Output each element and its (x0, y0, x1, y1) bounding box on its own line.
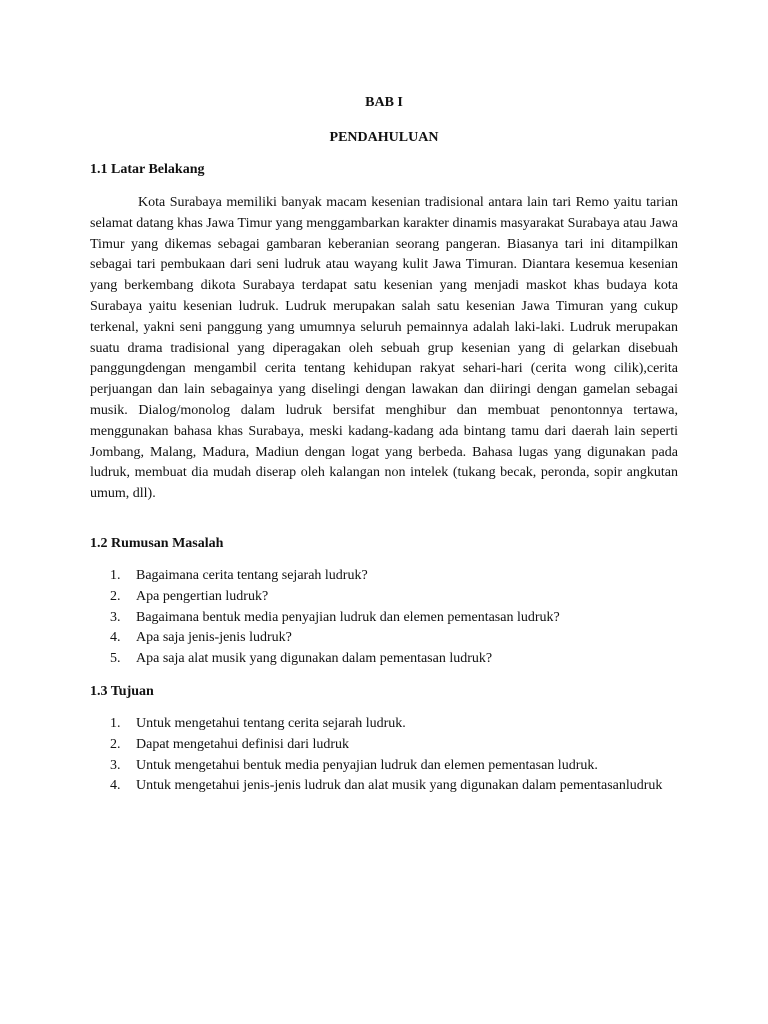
list-text: Bagaimana bentuk media penyajian ludruk dan elemen pementasan ludruk? (136, 609, 560, 625)
list-item (90, 587, 678, 608)
section-heading-latar-belakang: 1.1 Latar Belakang (90, 162, 205, 177)
list-text: Dapat mengetahui definisi dari ludruk (136, 736, 350, 752)
list-number: 3. (110, 609, 121, 625)
chapter-title: BAB I (365, 95, 403, 110)
list-text: Untuk mengetahui jenis-jenis ludruk dan alat musik yang digunakan dalam pementasanludruk (136, 778, 663, 794)
list-number: 4. (110, 778, 121, 794)
section-heading-rumusan-masalah: 1.2 Rumusan Masalah (90, 536, 224, 551)
list-number: 1. (110, 568, 121, 583)
list-number: 1. (110, 716, 121, 731)
list-number: 5. (110, 651, 121, 667)
list-item (90, 776, 678, 797)
list-text: Apa saja alat musik yang digunakan dalam pementasan ludruk? (136, 651, 493, 667)
list-number: 2. (110, 736, 121, 752)
list-number: 2. (110, 588, 121, 604)
list-item (90, 566, 678, 587)
list-number: 3. (110, 757, 121, 773)
list-text: Apa pengertian ludruk? (136, 588, 269, 604)
list-item (90, 735, 678, 756)
list-item (90, 608, 678, 629)
list-item (90, 756, 678, 777)
problem-statement-list (90, 566, 678, 670)
objectives-list (90, 714, 678, 797)
list-item (90, 649, 678, 670)
list-text: Apa saja jenis-jenis ludruk? (136, 630, 292, 646)
list-item (90, 714, 678, 735)
list-text: Untuk mengetahui tentang cerita sejarah ludruk. (136, 716, 406, 731)
list-text: Bagaimana cerita tentang sejarah ludruk? (136, 568, 368, 583)
background-paragraph: Kota Surabaya memiliki banyak macam kesenian tradisional antara lain tari Remo yaitu tarian selamat datang khas Jawa Timur yang menggambarkan karakter dinamis masyarakat Surabaya atau Jawa Timur yang dikemas sebagai gambaran keberanian seorang pangeran. Biasanya tari ini ditampilkan sebagai tari pembukaan dari seni ludruk atau wayang kulit Jawa Timuran. Diantara kesemua kesenian yang berkembang dikota Surabaya terdapat satu kesenian yang menjadi maskot khas budaya kota Surabaya yaitu kesenian ludruk. Ludruk merupakan salah satu kesenian Jawa Timuran yang cukup terkenal, yakni seni panggung yang umumnya seluruh pemainnya adalah laki-laki. Ludruk merupakan suatu drama tradisional yang diperagakan oleh sebuah grup kesenian yang di gelarkan disebuah panggungdengan mengambil cerita tentang kehidupan rakyat sehari-hari (cerita wong cilik),cerita perjuangan dan lain sebagainya yang diselingi dengan lawakan dan diiringi dengan gamelan sebagai musik. Dialog/monolog dalam ludruk bersifat menghibur dan membuat penontonnya tertawa, menggunakan bahasa khas Surabaya, meski kadang-kadang ada bintang tamu dari daerah lain seperti Jombang, Malang, Madura, Madiun dengan logat yang berbeda. Bahasa lugas yang digunakan pada ludruk, membuat dia mudah diserap oleh kalangan non intelek (tukang becak, peronda, sopir angkutan umum, dll). (90, 195, 678, 502)
list-number: 4. (110, 630, 121, 646)
list-text: Untuk mengetahui bentuk media penyajian ludruk dan elemen pementasan ludruk. (136, 757, 598, 773)
section-heading-tujuan: 1.3 Tujuan (90, 684, 154, 699)
chapter-subtitle: PENDAHULUAN (329, 130, 439, 145)
list-item (90, 628, 678, 649)
